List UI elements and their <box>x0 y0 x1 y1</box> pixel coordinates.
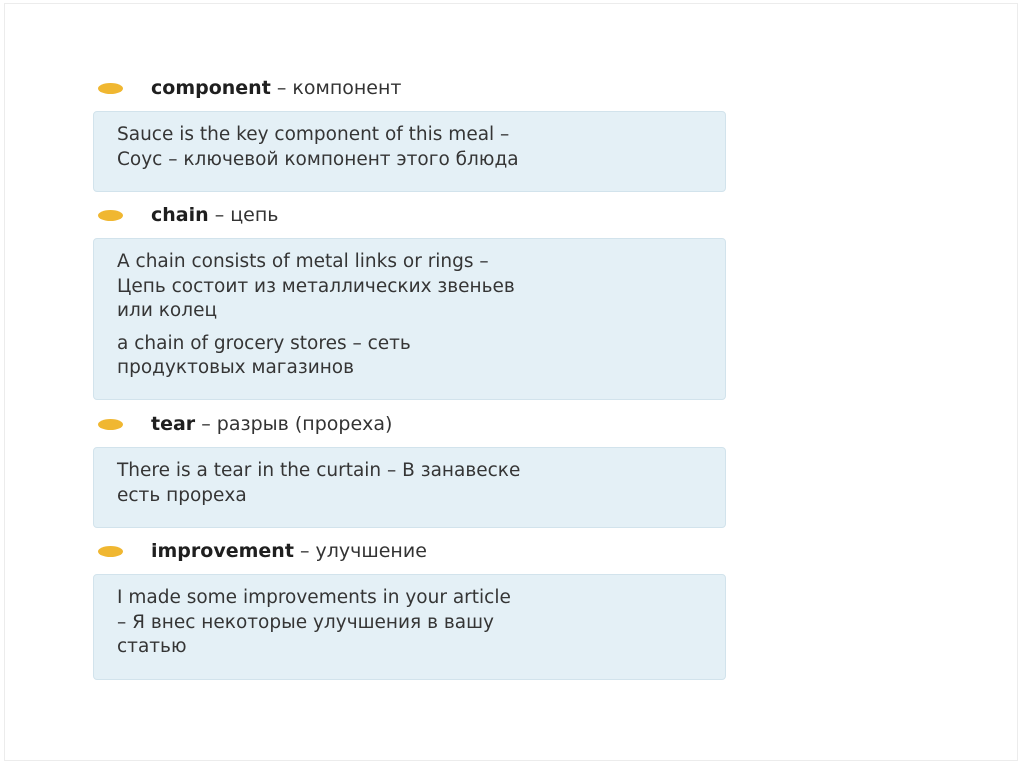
example-line: There is a tear in the curtain – В занавеске <box>117 460 521 481</box>
example-box-tear <box>93 447 726 528</box>
example-line: статью <box>117 636 187 657</box>
term-word: improvement <box>151 540 294 562</box>
term-dash: – <box>299 540 310 562</box>
example-line: продуктовых магазинов <box>117 357 355 378</box>
term-word: chain <box>151 204 209 226</box>
term-row-component <box>98 73 401 103</box>
term-row-tear <box>98 409 392 439</box>
example-box-improvement <box>93 574 726 680</box>
example-box-chain <box>93 238 726 400</box>
term-word: tear <box>151 413 196 435</box>
example-line: есть прореха <box>117 484 247 506</box>
example-line: a chain of grocery stores – сеть <box>117 332 411 354</box>
term-dash: – <box>276 77 287 99</box>
example-line: A chain consists of metal links or rings – <box>117 251 489 272</box>
example-line: – Я внес некоторые улучшения в вашу <box>117 611 494 633</box>
bullet-icon <box>98 546 123 557</box>
term-translation: компонент <box>292 77 402 99</box>
term-row-improvement <box>98 536 427 566</box>
term-translation: цепь <box>230 204 279 226</box>
example-line: Sauce is the key component of this meal – <box>117 124 510 145</box>
term-translation: улучшение <box>315 540 427 562</box>
example-line: Соус – ключевой компонент этого блюда <box>117 148 519 170</box>
bullet-icon <box>98 83 123 94</box>
term-dash: – <box>214 204 225 226</box>
term-word: component <box>151 77 271 99</box>
example-line: I made some improvements in your article <box>117 587 511 608</box>
bullet-icon <box>98 210 123 221</box>
term-row-chain <box>98 200 279 230</box>
example-line: Цепь состоит из металлических звеньев <box>117 275 515 297</box>
bullet-icon <box>98 419 123 430</box>
example-line: или колец <box>117 300 218 321</box>
term-translation: разрыв (прореха) <box>216 413 393 435</box>
term-dash: – <box>201 413 211 435</box>
example-box-component <box>93 111 726 192</box>
